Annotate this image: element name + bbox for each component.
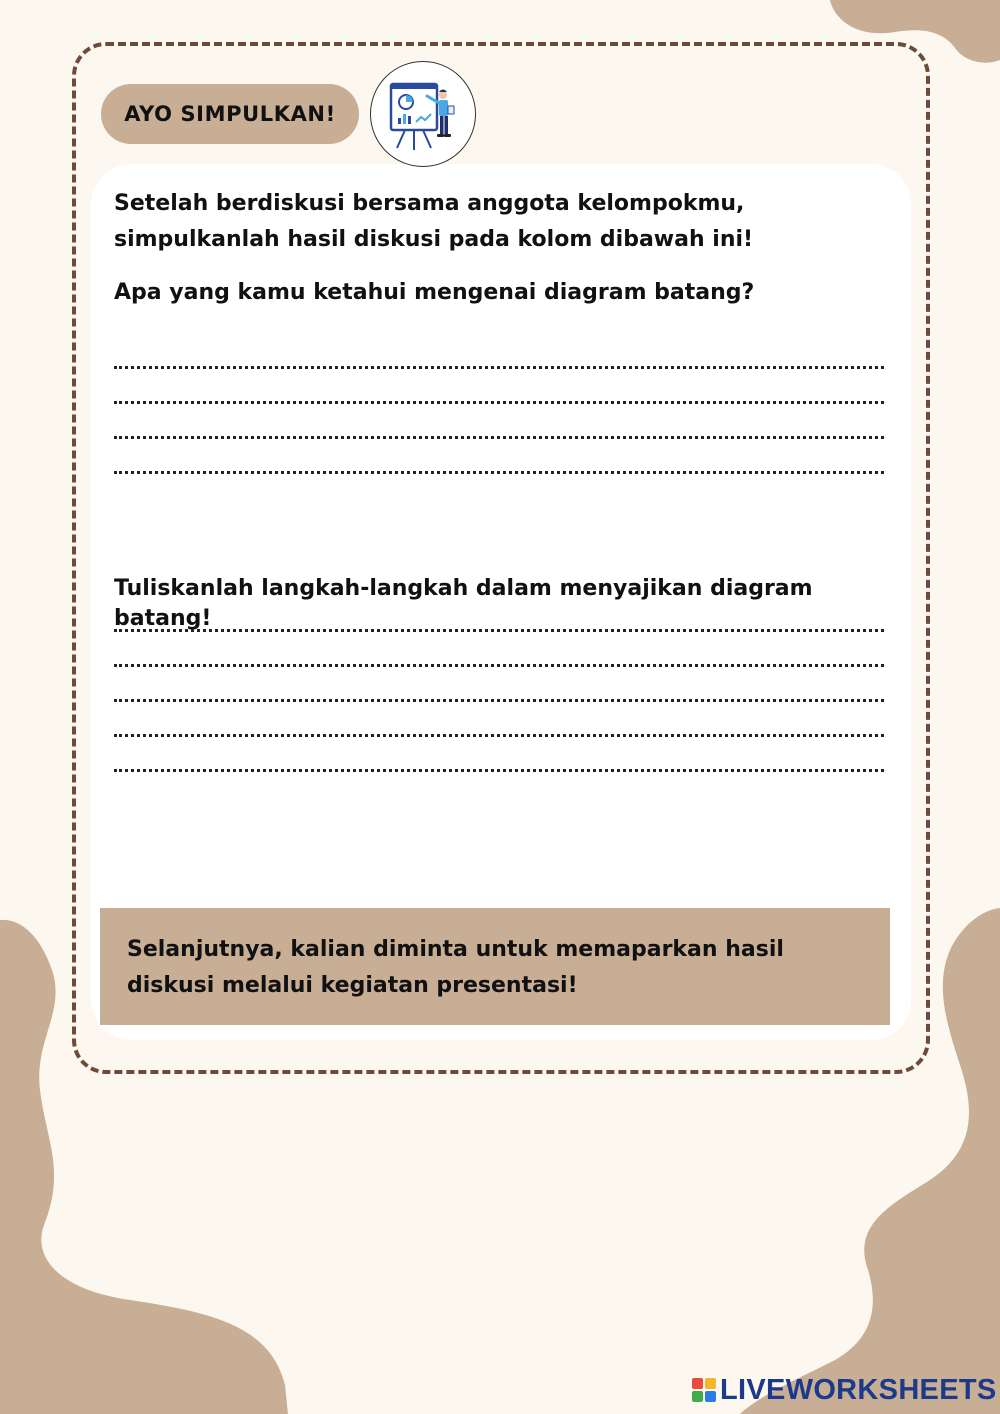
instruction-text: Setelah berdiskusi bersama anggota kelompokmu, simpulkanlah hasil diskusi pada kolom dibawah ini! (114, 191, 754, 252)
answer-line[interactable] (114, 471, 884, 477)
answer-line[interactable] (114, 769, 884, 775)
answer-line[interactable] (114, 734, 884, 740)
question-2: Tuliskanlah langkah-langkah dalam menyajikan diagram batang! (114, 576, 813, 631)
brand-name: LIVEWORKSHEETS (720, 1373, 997, 1406)
liveworksheets-logo-icon (692, 1378, 716, 1402)
note-text: Selanjutnya, kalian diminta untuk memaparkan hasil diskusi melalui kegiatan presentasi! (127, 937, 784, 998)
answer-line[interactable] (114, 699, 884, 705)
answer-line[interactable] (114, 366, 884, 372)
presentation-note (100, 908, 890, 1025)
question-1: Apa yang kamu ketahui mengenai diagram batang? (114, 280, 755, 305)
answer-line[interactable] (114, 436, 884, 442)
brand-logo (692, 1372, 997, 1408)
page-title: AYO SIMPULKAN! (124, 102, 336, 126)
title-badge (101, 84, 359, 144)
answer-line[interactable] (114, 629, 884, 635)
answer-line[interactable] (114, 401, 884, 407)
presentation-board-icon (370, 61, 476, 167)
answer-line[interactable] (114, 664, 884, 670)
